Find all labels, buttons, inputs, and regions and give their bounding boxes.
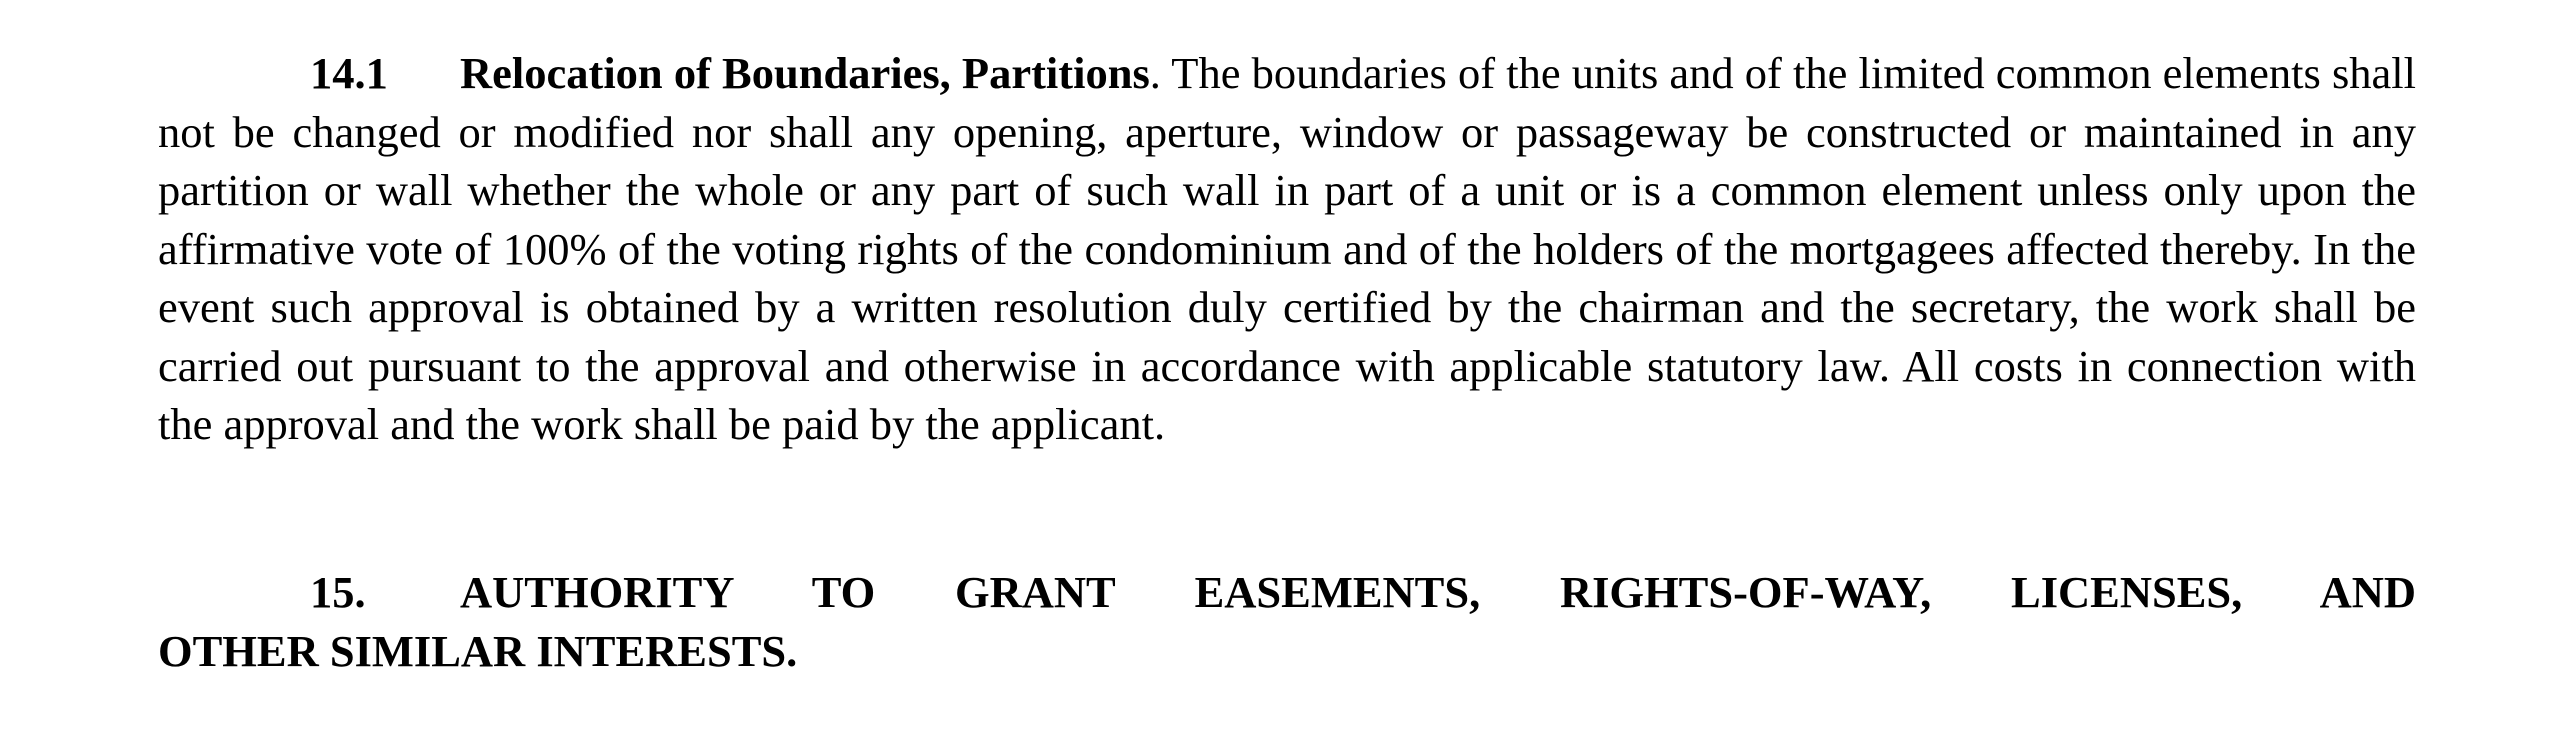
- section-15-heading-line-1: [158, 563, 2416, 622]
- section-14-1-number: 14.1: [310, 48, 388, 98]
- section-15-title-line-1: AUTHORITY TO GRANT EASEMENTS, RIGHTS-OF-WAY, LICENSES, AND: [460, 567, 2416, 617]
- section-15-title-line-2: OTHER SIMILAR INTERESTS.: [158, 625, 798, 676]
- section-14-1-body: . The boundaries of the units and of the limited common elements shall not be changed or modified nor shall any opening, aperture, window or passageway be constructed or maintained in any partition or wall whether the whole or any part of such wall in part of a unit or is a common element unless only upon the affirmative vote of 100% of the voting rights of the condominium and of the holders of the mortgagees affected thereby. In the event such approval is obtained by a written resolution duly certified by the chairman and the secretary, the work shall be carried out pursuant to the approval and otherwise in accordance with applicable statutory law. All costs in connection with the approval and the work shall be paid by the applicant.: [158, 48, 2416, 449]
- section-15-heading: [158, 563, 2416, 680]
- section-14-1-paragraph: [158, 44, 2416, 454]
- section-15-number: 15.: [310, 567, 366, 617]
- document-page: [158, 44, 2416, 676]
- section-14-1-title: Relocation of Boundaries, Partitions: [460, 48, 1150, 98]
